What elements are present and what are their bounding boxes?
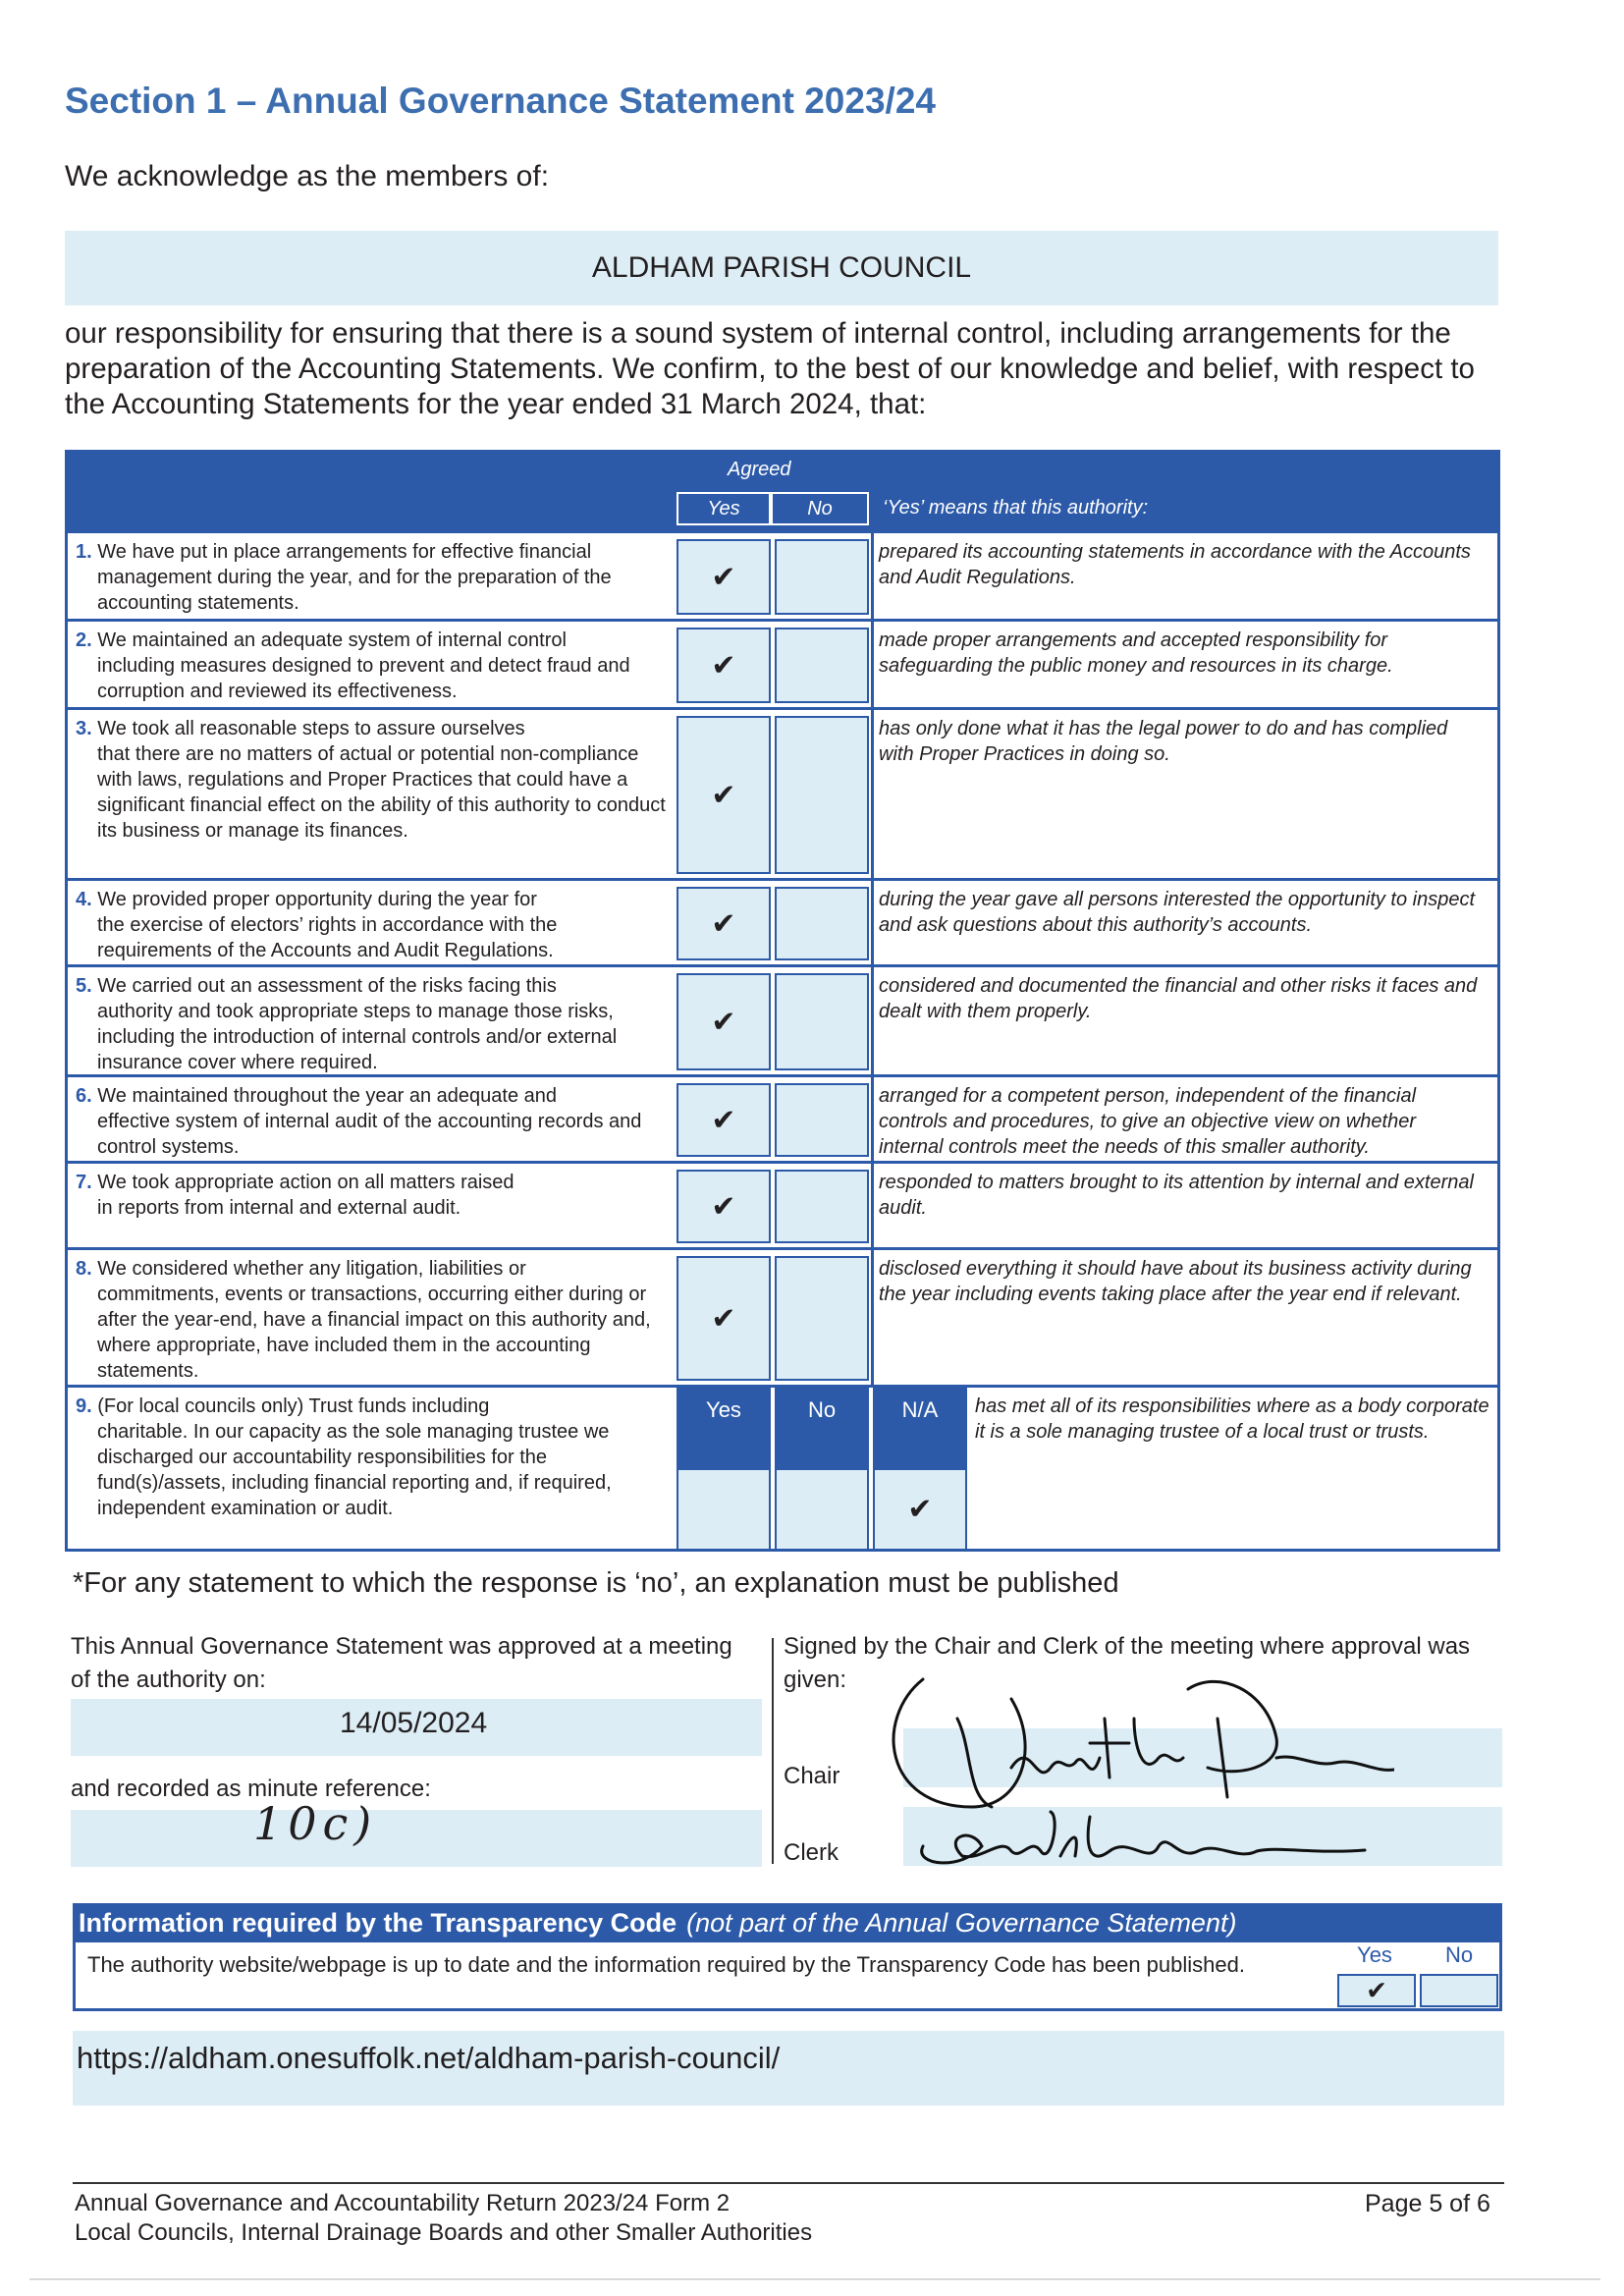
means-header: ‘Yes’ means that this authority: (883, 497, 1149, 519)
yes-checkbox[interactable] (677, 1256, 771, 1381)
statement-row-6 (68, 1077, 1497, 1164)
transparency-heading (73, 1903, 1502, 1942)
yes-checkbox[interactable] (677, 1083, 771, 1157)
statement-meaning: during the year gave all persons interested the opportunity to inspect and ask questions about this authority’s accounts. (879, 889, 1476, 936)
transparency-no-header: No (1444, 1942, 1474, 1967)
statement-row-3 (68, 710, 1497, 881)
no-checkbox[interactable] (775, 628, 869, 703)
statement-meaning: has only done what it has the legal power to do and has complied with Proper Practices in doing so. (879, 718, 1448, 765)
check-mark-icon: ✔ (711, 561, 736, 593)
intro-paragraph: our responsibility for ensuring that there is a sound system of internal control, including arrangements for the preparation of the Accounting Statements. We confirm, to the best of our knowledge and belief, with respect to the Accounting Statements for the year ended 31 March 2024, that: (65, 317, 1475, 420)
transparency-yes-checkbox[interactable] (1337, 1974, 1416, 2007)
page-edge-rule (29, 2278, 1600, 2280)
no-checkbox[interactable] (775, 1083, 869, 1157)
approval-date: 14/05/2024 (340, 1707, 488, 1739)
no-checkbox[interactable] (775, 887, 869, 960)
statement-text: 5. We carried out an assessment of the risks facing this authority and took appropriate steps to manage those risks, including the introduction of internal controls and/or external insurance cover where required. (76, 975, 618, 1073)
statement-text: 1. We have put in place arrangements for effective financial management during the year, and for the preparation of the accounting statements. (76, 541, 612, 614)
clerk-label: Clerk (784, 1839, 839, 1866)
check-mark-icon: ✔ (1366, 1975, 1387, 2005)
column-rule (871, 1250, 874, 1385)
authority-name-field[interactable] (65, 231, 1498, 305)
column-rule (871, 710, 874, 878)
statement-text: 7. We took appropriate action on all matters raised in reports from internal and external audit. (76, 1172, 514, 1219)
check-mark-icon: ✔ (711, 1006, 736, 1038)
transparency-yes-header: Yes (1357, 1942, 1392, 1967)
statement-meaning: arranged for a competent person, independent of the financial controls and procedures, to give an objective view on whether internal controls meet the needs of this smaller authority. (879, 1085, 1417, 1158)
transparency-statement: The authority website/webpage is up to date and the information required by the Transparency Code has been published. (87, 1952, 1245, 1977)
row9-no-header: No (775, 1388, 869, 1468)
statement-meaning: made proper arrangements and accepted responsibility for safeguarding the public money and resources in its charge. (879, 629, 1393, 677)
yes-checkbox[interactable] (677, 628, 771, 703)
transparency-no-checkbox[interactable] (1420, 1974, 1498, 2007)
approval-text: This Annual Governance Statement was approved at a meeting of the authority on: (71, 1633, 732, 1693)
page-title: Section 1 – Annual Governance Statement 2023/24 (65, 81, 936, 121)
column-rule (871, 967, 874, 1074)
row9-na-checkbox[interactable] (873, 1468, 967, 1551)
authority-name: ALDHAM PARISH COUNCIL (591, 251, 972, 284)
statement-row-8 (68, 1250, 1497, 1388)
transparency-note: (not part of the Annual Governance Statement) (686, 1907, 1237, 1938)
check-mark-icon: ✔ (711, 1190, 736, 1223)
no-checkbox[interactable] (775, 539, 869, 615)
no-header: No (771, 492, 869, 525)
check-mark-icon: ✔ (711, 649, 736, 682)
statement-text: 6. We maintained throughout the year an adequate and effective system of internal audit of the accounting records and control systems. (76, 1085, 642, 1158)
statement-meaning: responded to matters brought to its attention by internal and external audit. (879, 1172, 1474, 1219)
yes-checkbox[interactable] (677, 539, 771, 615)
page-number: Page 5 of 6 (1365, 2190, 1490, 2217)
signed-by-text: Signed by the Chair and Clerk of the meeting where approval was given: (784, 1633, 1471, 1693)
acknowledgement-text: We acknowledge as the members of: (65, 160, 550, 192)
statement-meaning: disclosed everything it should have about its business activity during the year including events taking place after the year end if relevant. (879, 1258, 1472, 1305)
footnote: *For any statement to which the response is ‘no’, an explanation must be published (73, 1567, 1119, 1599)
statement-text: 2. We maintained an adequate system of internal control including measures designed to prevent and detect fraud and corruption and reviewed its effectiveness. (76, 629, 630, 702)
no-checkbox[interactable] (775, 973, 869, 1070)
column-rule (871, 622, 874, 707)
statement-text: 9. (For local councils only) Trust funds including charitable. In our capacity as the sole managing trustee we discharged our accountability responsibilities for the fund(s)/assets, including financial reporting and, if required, independent examination or audit. (76, 1395, 612, 1519)
no-checkbox[interactable] (775, 1170, 869, 1243)
minute-reference-label: and recorded as minute reference: (71, 1776, 431, 1802)
statements-table (65, 450, 1500, 1552)
minute-reference-field[interactable] (71, 1810, 762, 1867)
column-divider (772, 1638, 774, 1864)
statement-row-9 (68, 1388, 1497, 1549)
yes-checkbox[interactable] (677, 887, 771, 960)
footer-rule (73, 2182, 1504, 2184)
check-mark-icon: ✔ (711, 779, 736, 811)
yes-header: Yes (677, 492, 771, 525)
column-rule (871, 1077, 874, 1161)
no-checkbox[interactable] (775, 716, 869, 874)
statement-meaning: has met all of its responsibilities where as a body corporate it is a sole managing trustee of a local trust or trusts. (975, 1395, 1489, 1443)
yes-checkbox[interactable] (677, 1170, 771, 1243)
no-checkbox[interactable] (775, 1256, 869, 1381)
check-mark-icon: ✔ (711, 1104, 736, 1136)
row9-yes-checkbox[interactable] (677, 1468, 771, 1551)
statement-row-4 (68, 881, 1497, 967)
statement-row-5 (68, 967, 1497, 1077)
statement-meaning: considered and documented the financial and other risks it faces and dealt with them properly. (879, 975, 1478, 1022)
yes-checkbox[interactable] (677, 973, 771, 1070)
row9-na-header: N/A (873, 1388, 967, 1468)
column-rule (871, 881, 874, 964)
row9-yes-header: Yes (677, 1388, 771, 1468)
statement-row-2 (68, 622, 1497, 710)
transparency-row (73, 1942, 1502, 2011)
column-rule (871, 1164, 874, 1247)
statement-row-7 (68, 1164, 1497, 1250)
footer-form-title: Annual Governance and Accountability Return 2023/24 Form 2 (75, 2190, 731, 2216)
statement-text: 3. We took all reasonable steps to assure ourselves that there are no matters of actual or potential non-compliance with laws, regulations and Proper Practices that could have a significant financial effect on the ability of this authority to conduct its business or manage its finances. (76, 718, 666, 842)
footer-subtitle: Local Councils, Internal Drainage Boards and other Smaller Authorities (75, 2219, 813, 2246)
website-address: https://aldham.onesuffolk.net/aldham-parish-council/ (77, 2041, 781, 2075)
statement-text: 8. We considered whether any litigation, liabilities or commitments, events or transactions, occurring either during or after the year-end, have a financial impact on this authority and, where appropriate, have included them in the accounting statements. (76, 1258, 651, 1382)
row9-no-checkbox[interactable] (775, 1468, 869, 1551)
agreed-header: Agreed (728, 459, 791, 480)
check-mark-icon: ✔ (711, 1302, 736, 1335)
column-rule (871, 533, 874, 619)
yes-checkbox[interactable] (677, 716, 771, 874)
transparency-title: Information required by the Transparency Code (79, 1907, 677, 1938)
statement-text: 4. We provided proper opportunity during the year for the exercise of electors’ rights in accordance with the requirements of the Accounts and Audit Regulations. (76, 889, 558, 961)
clerk-signature (903, 1807, 1375, 1876)
chair-label: Chair (784, 1763, 840, 1789)
statement-row-1 (68, 533, 1497, 622)
chair-signature (864, 1660, 1394, 1827)
check-mark-icon: ✔ (711, 907, 736, 940)
statement-meaning: prepared its accounting statements in accordance with the Accounts and Audit Regulations. (879, 541, 1471, 588)
check-mark-icon: ✔ (907, 1493, 933, 1526)
minute-reference: 10c) (253, 1797, 378, 1850)
